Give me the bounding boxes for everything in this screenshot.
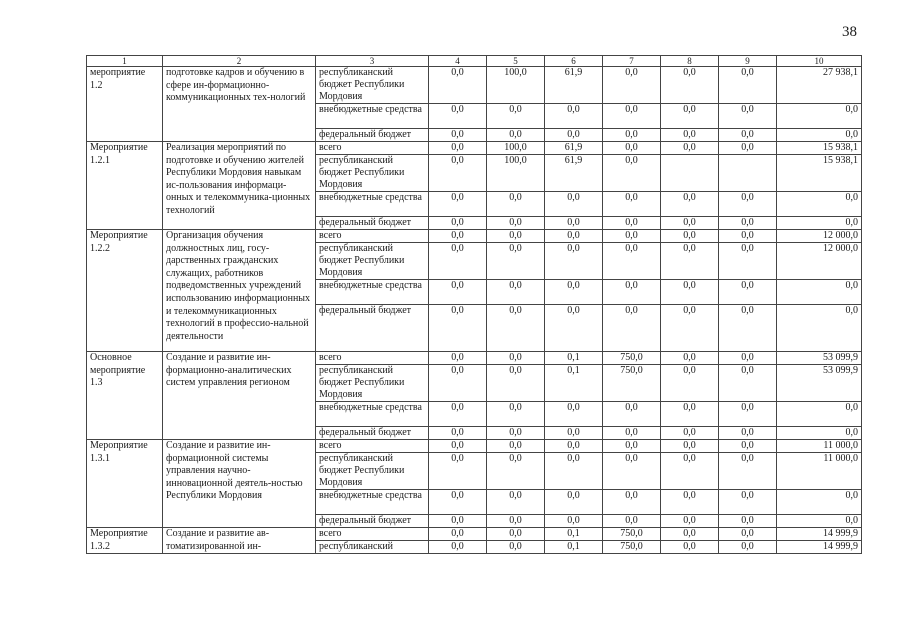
year-value: 0,0: [719, 67, 777, 104]
total-value: 53 099,9: [777, 365, 862, 402]
year-value: 0,0: [429, 280, 487, 305]
year-value: 0,0: [429, 427, 487, 440]
column-header-8: 8: [661, 56, 719, 67]
year-value: 0,0: [603, 230, 661, 243]
table-body: [87, 67, 862, 554]
funding-source: всего: [316, 528, 429, 541]
funding-source: федеральный бюджет: [316, 515, 429, 528]
year-value: 0,0: [429, 155, 487, 192]
year-value: 0,0: [429, 528, 487, 541]
year-value: 0,0: [545, 453, 603, 490]
year-value: 0,0: [661, 427, 719, 440]
measure-code: Основное мероприятие 1.3: [87, 352, 163, 440]
measure-name: Создание и развитие ин-формационной системы управления научно-инновационной деятель-ностью Республики Мордовия: [163, 440, 316, 528]
year-value: 0,0: [487, 453, 545, 490]
measure-code: Мероприятие 1.3.1: [87, 440, 163, 528]
year-value: 0,0: [429, 541, 487, 554]
year-value: 0,0: [429, 217, 487, 230]
year-value: 0,0: [719, 352, 777, 365]
year-value: 0,0: [545, 217, 603, 230]
year-value: 0,0: [661, 440, 719, 453]
total-value: 0,0: [777, 104, 862, 129]
year-value: 0,0: [603, 453, 661, 490]
year-value: 0,0: [487, 365, 545, 402]
year-value: 0,0: [487, 402, 545, 427]
page-number: 38: [842, 24, 857, 40]
year-value: 0,0: [603, 427, 661, 440]
year-value: 0,0: [719, 305, 777, 352]
year-value: 0,0: [661, 230, 719, 243]
year-value: 0,1: [545, 528, 603, 541]
year-value: 0,0: [429, 129, 487, 142]
year-value: 0,0: [545, 129, 603, 142]
funding-source: внебюджетные средства: [316, 280, 429, 305]
total-value: 12 000,0: [777, 243, 862, 280]
year-value: 0,0: [661, 453, 719, 490]
table-row: [87, 230, 862, 243]
year-value: 0,1: [545, 541, 603, 554]
year-value: 0,0: [429, 365, 487, 402]
year-value: 0,0: [661, 192, 719, 217]
funding-source: федеральный бюджет: [316, 217, 429, 230]
total-value: 15 938,1: [777, 142, 862, 155]
total-value: 12 000,0: [777, 230, 862, 243]
funding-source: внебюджетные средства: [316, 192, 429, 217]
year-value: 0,0: [545, 427, 603, 440]
table-row: [87, 352, 862, 365]
funding-source: внебюджетные средства: [316, 490, 429, 515]
total-value: 11 000,0: [777, 453, 862, 490]
column-header-4: 4: [429, 56, 487, 67]
year-value: 61,9: [545, 142, 603, 155]
year-value: 0,0: [429, 402, 487, 427]
funding-source: всего: [316, 142, 429, 155]
year-value: 0,0: [487, 280, 545, 305]
year-value: 0,0: [719, 230, 777, 243]
total-value: 15 938,1: [777, 155, 862, 192]
year-value: 0,0: [719, 217, 777, 230]
year-value: 0,0: [603, 280, 661, 305]
year-value: 0,0: [661, 528, 719, 541]
column-header-1: 1: [87, 56, 163, 67]
total-value: 0,0: [777, 192, 862, 217]
year-value: 0,0: [719, 104, 777, 129]
funding-source: внебюджетные средства: [316, 104, 429, 129]
measure-name: подготовке кадров и обучению в сфере ин-формационно-коммуникационных тех-нологий: [163, 67, 316, 142]
total-value: 14 999,9: [777, 541, 862, 554]
year-value: 0,0: [661, 129, 719, 142]
total-value: 0,0: [777, 515, 862, 528]
year-value: 100,0: [487, 67, 545, 104]
column-header-5: 5: [487, 56, 545, 67]
year-value: 0,0: [661, 305, 719, 352]
year-value: 0,0: [719, 541, 777, 554]
funding-source: республиканский: [316, 541, 429, 554]
year-value: 0,0: [719, 427, 777, 440]
year-value: 0,0: [487, 192, 545, 217]
year-value: 0,0: [487, 440, 545, 453]
column-header-6: 6: [545, 56, 603, 67]
table-row: [87, 67, 862, 104]
year-value: 0,0: [545, 440, 603, 453]
measure-code: Мероприятие 1.3.2: [87, 528, 163, 554]
year-value: 0,0: [429, 440, 487, 453]
year-value: 0,0: [661, 280, 719, 305]
year-value: 0,0: [719, 515, 777, 528]
year-value: 0,0: [545, 305, 603, 352]
funding-source: федеральный бюджет: [316, 427, 429, 440]
year-value: 0,0: [545, 104, 603, 129]
funding-source: федеральный бюджет: [316, 129, 429, 142]
year-value: 0,0: [603, 243, 661, 280]
total-value: 0,0: [777, 129, 862, 142]
column-header-7: 7: [603, 56, 661, 67]
year-value: 0,0: [487, 352, 545, 365]
total-value: 0,0: [777, 280, 862, 305]
table-header: [87, 56, 862, 67]
year-value: 0,0: [719, 490, 777, 515]
year-value: 0,0: [661, 104, 719, 129]
year-value: 0,0: [487, 305, 545, 352]
measure-code: мероприятие 1.2: [87, 67, 163, 142]
year-value: 0,0: [603, 440, 661, 453]
year-value: 0,0: [429, 515, 487, 528]
year-value: 0,0: [603, 67, 661, 104]
year-value: 0,0: [719, 402, 777, 427]
year-value: 0,0: [545, 230, 603, 243]
funding-source: республиканский бюджет Республики Мордовия: [316, 155, 429, 192]
year-value: 0,0: [429, 67, 487, 104]
year-value: 0,0: [603, 104, 661, 129]
year-value: 0,0: [719, 365, 777, 402]
year-value: 0,0: [719, 129, 777, 142]
year-value: 0,0: [429, 104, 487, 129]
year-value: 0,0: [429, 453, 487, 490]
year-value: 0,0: [661, 352, 719, 365]
measure-name: Реализация мероприятий по подготовке и обучению жителей Республики Мордовия навыкам ис-пользования информаци-онных и телекоммуника-ционных технологий: [163, 142, 316, 230]
year-value: 0,0: [487, 129, 545, 142]
funding-source: всего: [316, 440, 429, 453]
year-value: 0,0: [661, 365, 719, 402]
year-value: [719, 155, 777, 192]
year-value: 0,0: [429, 490, 487, 515]
year-value: 0,1: [545, 352, 603, 365]
measure-name: Создание и развитие ин-формационно-аналитических систем управления регионом: [163, 352, 316, 440]
year-value: 0,0: [545, 280, 603, 305]
year-value: 750,0: [603, 365, 661, 402]
column-header-3: 3: [316, 56, 429, 67]
year-value: 0,0: [545, 243, 603, 280]
year-value: 0,0: [487, 515, 545, 528]
column-header-9: 9: [719, 56, 777, 67]
year-value: 0,0: [429, 352, 487, 365]
year-value: 0,0: [545, 515, 603, 528]
column-header-2: 2: [163, 56, 316, 67]
year-value: [661, 155, 719, 192]
total-value: 0,0: [777, 217, 862, 230]
total-value: 0,0: [777, 490, 862, 515]
year-value: 0,0: [719, 192, 777, 217]
total-value: 0,0: [777, 402, 862, 427]
year-value: 0,0: [603, 490, 661, 515]
year-value: 0,0: [603, 129, 661, 142]
year-value: 0,0: [545, 192, 603, 217]
year-value: 0,0: [429, 192, 487, 217]
year-value: 0,0: [603, 217, 661, 230]
year-value: 750,0: [603, 352, 661, 365]
year-value: 0,0: [661, 67, 719, 104]
column-header-10: 10: [777, 56, 862, 67]
total-value: 14 999,9: [777, 528, 862, 541]
year-value: 0,0: [603, 305, 661, 352]
year-value: 750,0: [603, 541, 661, 554]
total-value: 53 099,9: [777, 352, 862, 365]
year-value: 0,0: [487, 243, 545, 280]
total-value: 11 000,0: [777, 440, 862, 453]
year-value: 0,0: [603, 142, 661, 155]
year-value: 750,0: [603, 528, 661, 541]
year-value: 0,0: [603, 402, 661, 427]
year-value: 0,0: [719, 280, 777, 305]
year-value: 0,0: [661, 243, 719, 280]
year-value: 0,0: [487, 427, 545, 440]
year-value: 0,0: [661, 541, 719, 554]
year-value: 0,0: [603, 192, 661, 217]
year-value: 0,0: [487, 104, 545, 129]
year-value: 0,0: [661, 515, 719, 528]
year-value: 0,0: [719, 440, 777, 453]
budget-table: [86, 55, 862, 554]
funding-source: внебюджетные средства: [316, 402, 429, 427]
year-value: 0,0: [487, 217, 545, 230]
year-value: 61,9: [545, 155, 603, 192]
measure-code: Мероприятие 1.2.2: [87, 230, 163, 352]
total-value: 0,0: [777, 427, 862, 440]
measure-code: Мероприятие 1.2.1: [87, 142, 163, 230]
year-value: 0,0: [487, 528, 545, 541]
year-value: 0,0: [719, 528, 777, 541]
funding-source: республиканский бюджет Республики Мордовия: [316, 67, 429, 104]
table-row: [87, 528, 862, 541]
funding-source: всего: [316, 352, 429, 365]
year-value: 100,0: [487, 142, 545, 155]
funding-source: республиканский бюджет Республики Мордовия: [316, 453, 429, 490]
table-row: [87, 440, 862, 453]
year-value: 0,0: [661, 402, 719, 427]
year-value: 100,0: [487, 155, 545, 192]
year-value: 0,0: [719, 243, 777, 280]
year-value: 0,0: [603, 515, 661, 528]
funding-source: всего: [316, 230, 429, 243]
year-value: 0,0: [661, 217, 719, 230]
header-row: [87, 56, 862, 67]
year-value: 61,9: [545, 67, 603, 104]
year-value: 0,1: [545, 365, 603, 402]
year-value: 0,0: [545, 402, 603, 427]
year-value: 0,0: [429, 243, 487, 280]
year-value: 0,0: [487, 541, 545, 554]
year-value: 0,0: [719, 453, 777, 490]
funding-source: республиканский бюджет Республики Мордовия: [316, 365, 429, 402]
funding-source: республиканский бюджет Республики Мордовия: [316, 243, 429, 280]
table-row: [87, 142, 862, 155]
measure-name: Организация обучения должностных лиц, госу-дарственных гражданских служащих, работников подведомственных учреждений использованию информационных и телекоммуникационных технологий в профессио-нальной деятельности: [163, 230, 316, 352]
year-value: 0,0: [661, 490, 719, 515]
year-value: 0,0: [487, 490, 545, 515]
total-value: 0,0: [777, 305, 862, 352]
funding-source: федеральный бюджет: [316, 305, 429, 352]
year-value: 0,0: [429, 230, 487, 243]
year-value: 0,0: [719, 142, 777, 155]
year-value: 0,0: [603, 155, 661, 192]
total-value: 27 938,1: [777, 67, 862, 104]
year-value: 0,0: [661, 142, 719, 155]
measure-name: Создание и развитие ав-томатизированной ин-: [163, 528, 316, 554]
year-value: 0,0: [487, 230, 545, 243]
year-value: 0,0: [429, 305, 487, 352]
year-value: 0,0: [545, 490, 603, 515]
year-value: 0,0: [429, 142, 487, 155]
